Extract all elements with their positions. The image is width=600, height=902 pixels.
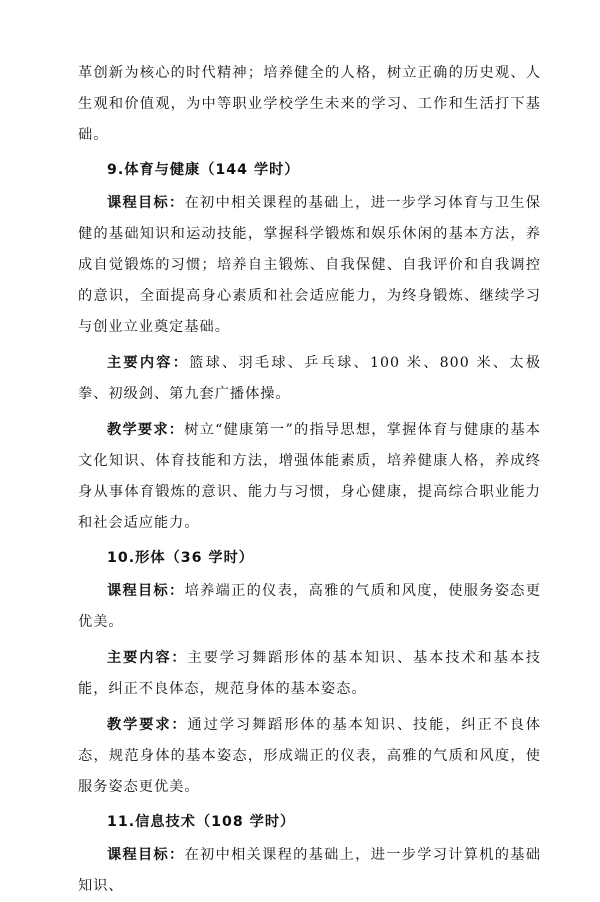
section-9-content <box>78 348 541 410</box>
section-11-heading: 11.信息技术（108 学时） <box>107 814 296 830</box>
requirements-label: 教学要求： <box>107 422 185 438</box>
section-10-content <box>78 643 541 705</box>
requirements-label: 教学要求： <box>107 717 188 733</box>
section-10-requirements <box>78 710 541 803</box>
section-9-heading: 9.体育与健康（144 学时） <box>107 162 300 178</box>
content-label: 主要内容： <box>107 650 188 666</box>
section-11-goal <box>78 840 541 902</box>
section-10-goal <box>78 576 541 638</box>
section-10-heading: 10.形体（36 学时） <box>107 550 254 566</box>
goal-text: 在初中相关课程的基础上，进一步学习体育与卫生保健的基础知识和运动技能，掌握科学锻炼和娱乐休闲的基本方法，养成自觉锻炼的习惯；培养自主锻炼、自我保健、自我评价和自我调控的意识，全面提高身心素质和社会适应能力，为终身锻炼、继续学习与创业立业奠定基础。 <box>78 195 541 335</box>
requirements-text: 通过学习舞蹈形体的基本知识、技能，纠正不良体态，规范身体的基本姿态，形成端正的仪表，高雅的气质和风度，使服务姿态更优美。 <box>78 717 541 795</box>
intro-paragraph: 革创新为核心的时代精神；培养健全的人格，树立正确的历史观、人生观和价值观，为中等职业学校学生未来的学习、工作和生活打下基础。 <box>78 65 541 143</box>
section-9-goal <box>78 188 541 343</box>
goal-text: 在初中相关课程的基础上，进一步学习计算机的基础知识、 <box>78 847 541 894</box>
content-label: 主要内容： <box>107 355 190 371</box>
content-text: 篮球、羽毛球、乒乓球、100 米、800 米、太极拳、初级剑、第九套广播体操。 <box>78 355 541 402</box>
goal-label: 课程目标： <box>107 583 185 599</box>
goal-text: 培养端正的仪表，高雅的气质和风度，使服务姿态更优美。 <box>78 583 541 630</box>
content-text: 主要学习舞蹈形体的基本知识、基本技术和基本技能，纠正不良体态，规范身体的基本姿态。 <box>78 650 541 697</box>
goal-label: 课程目标： <box>107 847 185 863</box>
document-page <box>78 58 541 902</box>
section-9-requirements <box>78 415 541 539</box>
requirements-text: 树立“健康第一”的指导思想，掌握体育与健康的基本文化知识、体育技能和方法，增强体能素质，培养健康人格，养成终身从事体育锻炼的意识、能力与习惯，身心健康，提高综合职业能力和社会适应能力。 <box>78 422 541 531</box>
goal-label: 课程目标： <box>107 195 185 211</box>
